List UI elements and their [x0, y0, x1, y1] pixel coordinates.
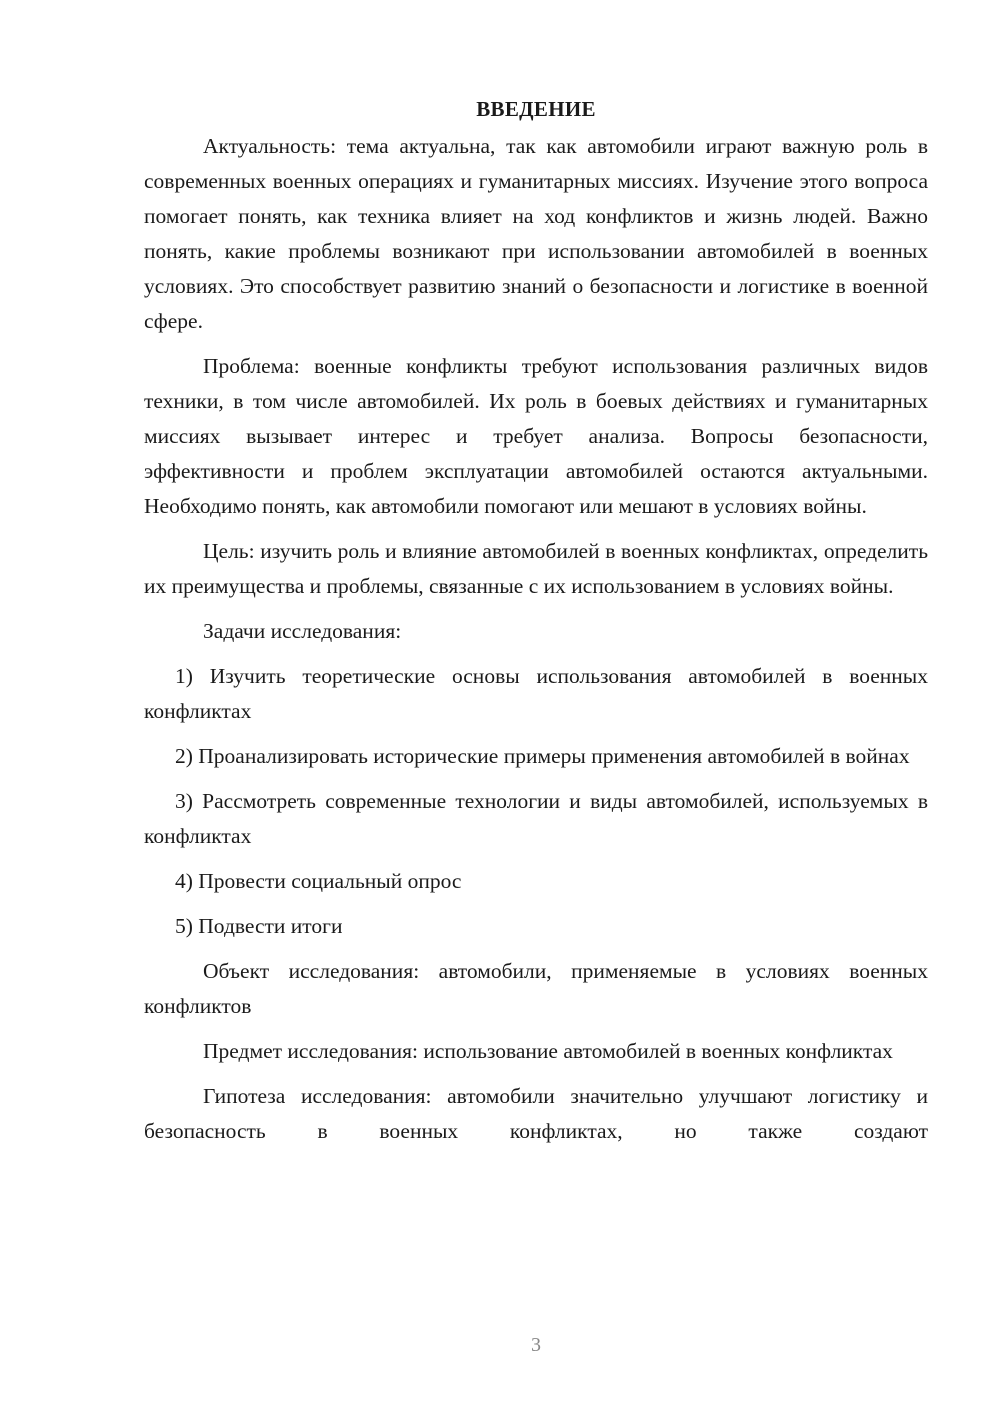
tasks-list — [144, 659, 928, 944]
list-item: 1) Изучить теоретические основы использования автомобилей в военных конфликтах — [144, 664, 928, 723]
paragraph-goal: Цель: изучить роль и влияние автомобилей в военных конфликтах, определить их преимущества и проблемы, связанные с их использованием в условиях войны. — [144, 539, 928, 598]
paragraph-hypothesis: Гипотеза исследования: автомобили значительно улучшают логистику и безопасность в военных конфликтах, но также создают — [144, 1084, 928, 1143]
list-item: 4) Провести социальный опрос — [175, 869, 462, 893]
page-number: 3 — [531, 1334, 541, 1356]
paragraph-object: Объект исследования: автомобили, применяемые в условиях военных конфликтов — [144, 959, 928, 1018]
list-item: 2) Проанализировать исторические примеры применения автомобилей в войнах — [175, 744, 910, 768]
list-item: 5) Подвести итоги — [175, 914, 343, 938]
page-title: ВВЕДЕНИЕ — [476, 97, 596, 121]
paragraph-relevance: Актуальность: тема актуальна, так как автомобили играют важную роль в современных военных операциях и гуманитарных миссиях. Изучение этого вопроса помогает понять, как техника влияет на ход конфликтов и жизнь людей. Важно понять, какие проблемы возникают при использовании автомобилей в военных условиях. Это способствует развитию знаний о безопасности и логистике в военной сфере. — [144, 134, 928, 333]
document-page — [144, 92, 928, 1159]
paragraph-problem: Проблема: военные конфликты требуют использования различных видов техники, в том числе автомобилей. Их роль в боевых действиях и гуманитарных миссиях вызывает интерес и требует анализа. Вопросы безопасности, эффективности и проблем эксплуатации автомобилей остаются актуальными. Необходимо понять, как автомобили помогают или мешают в условиях войны. — [144, 354, 928, 518]
tasks-heading: Задачи исследования: — [203, 619, 402, 643]
list-item: 3) Рассмотреть современные технологии и виды автомобилей, используемых в конфликтах — [144, 789, 928, 848]
paragraph-subject: Предмет исследования: использование автомобилей в военных конфликтах — [203, 1039, 893, 1063]
